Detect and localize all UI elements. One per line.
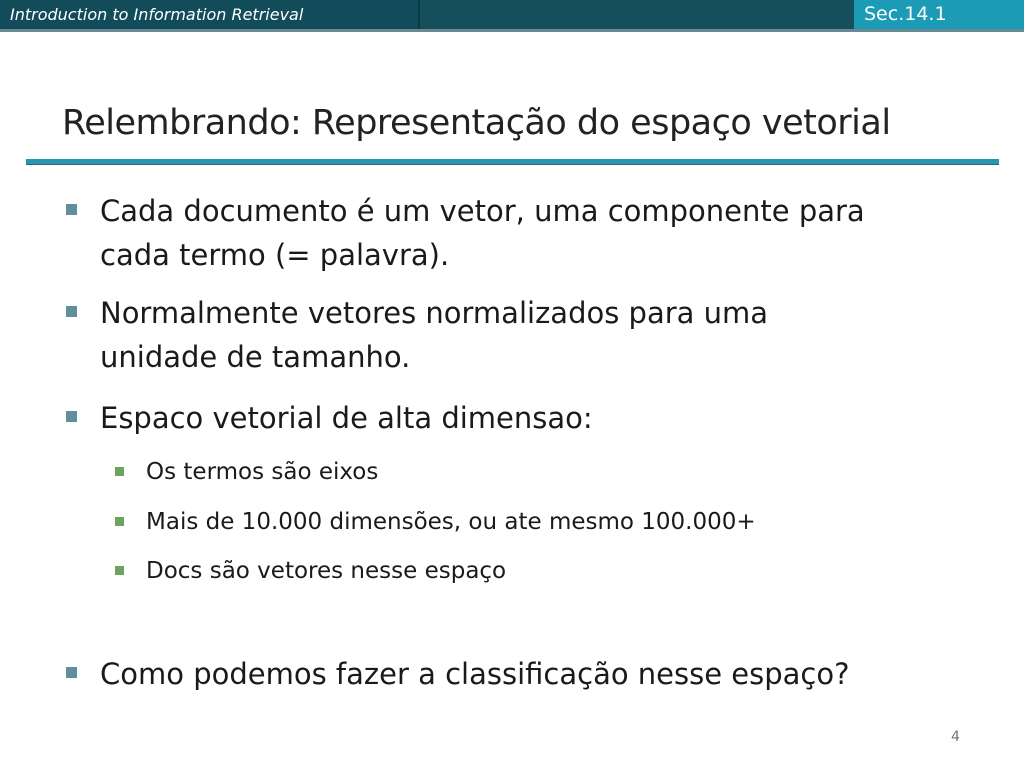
sub-bullet-text: Docs são vetores nesse espaço xyxy=(146,558,507,584)
bullet-text-line: cada termo (= palavra). xyxy=(100,238,450,272)
section-label: Sec.14.1 xyxy=(864,3,947,25)
bullet-text-line: Espaco vetorial de alta dimensao: xyxy=(100,401,593,435)
bullet-text-line: Cada documento é um vetor, uma componente para xyxy=(100,194,865,228)
sub-bullet-text: Os termos são eixos xyxy=(146,459,379,485)
square-bullet-icon xyxy=(66,204,77,215)
square-bullet-icon xyxy=(115,566,124,575)
bullet-text-line: Como podemos fazer a classificação nesse espaço? xyxy=(100,657,850,691)
sub-bullet-text: Mais de 10.000 dimensões, ou ate mesmo 100.000+ xyxy=(146,509,756,535)
bullet-text-line: unidade de tamanho. xyxy=(100,340,411,374)
square-bullet-icon xyxy=(115,517,124,526)
square-bullet-icon xyxy=(115,467,124,476)
square-bullet-icon xyxy=(66,411,77,422)
square-bullet-icon xyxy=(66,667,77,678)
course-title: Introduction to Information Retrieval xyxy=(10,5,304,24)
page-number: 4 xyxy=(951,729,960,745)
slide-title: Relembrando: Representação do espaço vetorial xyxy=(62,103,891,143)
bullet-text-line: Normalmente vetores normalizados para uma xyxy=(100,296,769,330)
square-bullet-icon xyxy=(66,306,77,317)
